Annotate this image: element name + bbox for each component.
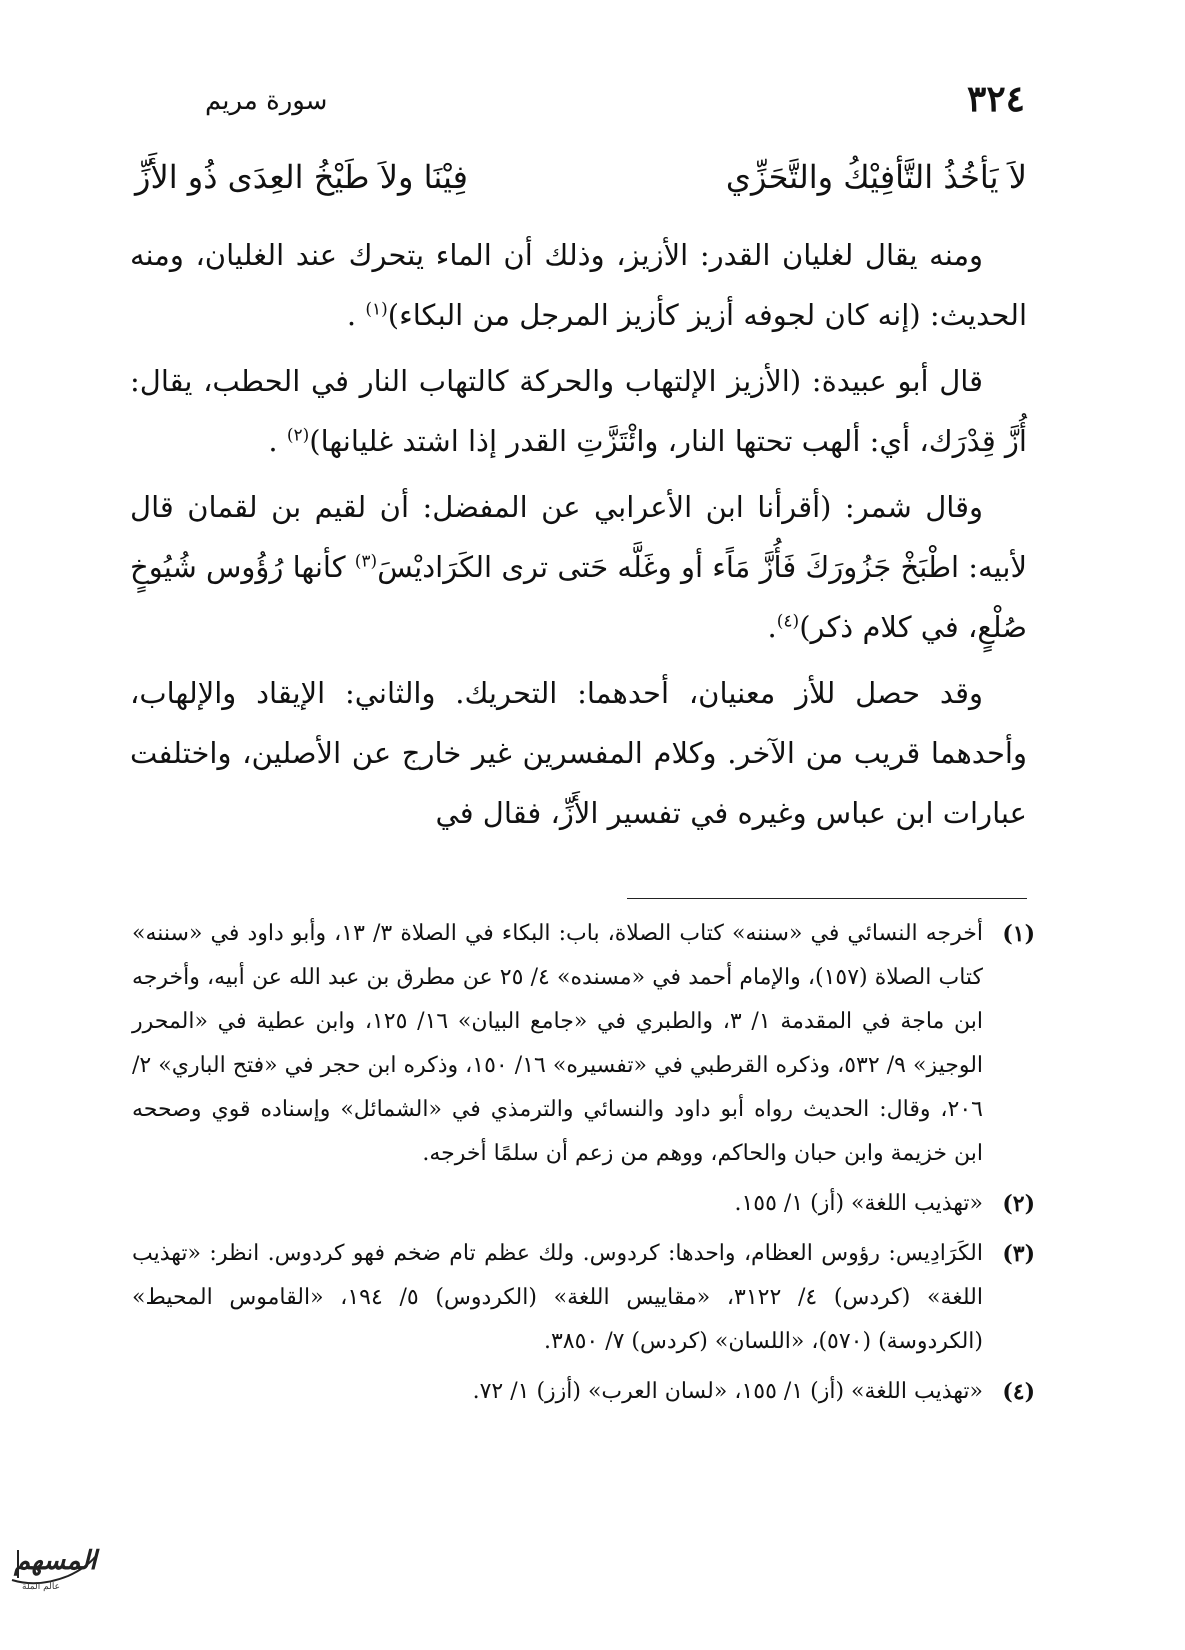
paragraph-2-end: . — [268, 424, 287, 458]
footnote-text: الكَرَادِيس: رؤوس العظام، واحدها: كردوس. ولك عظم تام ضخم فهو كردوس. انظر: «تهذيب اللغة» (كردس) ٤/ ٣١٢٢، «مقاييس اللغة» (الكردوس) ٥/ ١٩٤، «القاموس المحيط» (الكردوسة) (٥٧٠)، «اللسان» (كردس) ٧/ ٣٨٥٠. — [132, 1241, 983, 1354]
paragraph-2 — [130, 351, 1027, 471]
paragraph-4 — [130, 663, 1027, 843]
publisher-logo-icon — [8, 1536, 100, 1598]
footnote-ref-2[interactable]: (٢) — [286, 425, 310, 446]
footnote-ref-3[interactable]: (٣) — [354, 551, 378, 572]
paragraph-1-text: ومنه يقال لغليان القدر: الأزيز، وذلك أن الماء يتحرك عند الغليان، ومنه الحديث: (إنه كان لجوفه أزيز كأزيز المرجل من البكاء) — [130, 238, 1027, 332]
paragraph-3-text-b: كأنها رُؤُوس شُيُوخٍ صُلْعٍ، في كلام ذكر) — [130, 550, 1027, 644]
poetry-verse — [135, 158, 1027, 218]
footnote-number: (٤) — [1002, 1379, 1035, 1405]
footnote-number: (١) — [1002, 921, 1035, 947]
footnote-number: (٣) — [1002, 1241, 1035, 1267]
paragraph-1 — [130, 225, 1027, 345]
running-title: سورة مريم — [205, 86, 328, 116]
footnote-text: «تهذيب اللغة» (أز) ١/ ١٥٥. — [734, 1191, 983, 1216]
footnote-3 — [132, 1232, 1035, 1364]
footnote-number: (٢) — [1002, 1191, 1035, 1217]
paragraph-1-end: . — [346, 298, 366, 332]
footnote-text: أخرجه النسائي في «سننه» كتاب الصلاة، باب: البكاء في الصلاة ٣/ ١٣، وأبو داود في «سننه» كتاب الصلاة (١٥٧)، والإمام أحمد في «مسنده» ٤/ ٢٥ عن مطرق بن عبد الله عن أبيه، وأخرجه ابن ماجة في المقدمة ١/ ٣، والطبري في «جامع البيان» ١٦/ ١٢٥، وابن عطية في «المحرر الوجيز» ٩/ ٥٣٢، وذكره القرطبي في «تفسيره» ١٦/ ١٥٠، وذكره ابن حجر في «فتح الباري» ٢/ ٢٠٦، وقال: الحديث رواه أبو داود والنسائي والترمذي في «الشمائل» وإسناده قوي وصححه ابن خزيمة وابن حبان والحاكم، ووهم من زعم أن سلمًا أخرجه. — [132, 921, 984, 1166]
main-text — [130, 225, 1027, 849]
footnote-2 — [132, 1182, 1035, 1226]
logo-subtext: عالم الملة — [22, 1582, 60, 1592]
footnote-4 — [132, 1370, 1035, 1414]
footnote-separator — [627, 898, 1027, 899]
paragraph-3-text-a: وقال شمر: (أقرأنا ابن الأعرابي عن المفضل: أن لقيم بن لقمان قال لأبيه: اطْبَخْ جَزُورَكَ فَأُزَّ مَاًء أو وغَلَّه حَتى ترى الكَرَاديْسَ — [130, 490, 1027, 584]
paragraph-3 — [130, 477, 1027, 657]
logo-text: المسهم — [14, 1546, 97, 1576]
page-number: ٣٢٤ — [966, 78, 1025, 120]
footnote-text: «تهذيب اللغة» (أز) ١/ ١٥٥، «لسان العرب» (أزز) ١/ ٧٢. — [472, 1379, 983, 1404]
paragraph-2-text: قال أبو عبيدة: (الأزيز الإلتهاب والحركة كالتهاب النار في الحطب، يقال: أُزَّ قِدْرَك، أي: ألهب تحتها النار، وائْتَزَّتِ القدر إذا اشتد غليانها) — [130, 364, 1027, 458]
paragraph-3-end: . — [767, 610, 777, 644]
verse-first-hemistich: لاَ يَأخُذُ التَّأفِيْكُ والتَّحَزِّي — [725, 158, 1027, 196]
footnotes — [132, 912, 1035, 1420]
footnote-1 — [132, 912, 1035, 1176]
footnote-ref-4[interactable]: (٤) — [776, 611, 800, 632]
footnote-ref-1[interactable]: (١) — [365, 299, 388, 320]
page-header — [205, 78, 1025, 128]
verse-second-hemistich: فِيْنَا ولاَ طَيْخُ العِدَى ذُو الأَزِّ — [135, 158, 468, 196]
paragraph-4-text: وقد حصل للأز معنيان، أحدهما: التحريك. والثاني: الإيقاد والإلهاب، وأحدهما قريب من الآخر. وكلام المفسرين غير خارج عن الأصلين، واختلفت عبارات ابن عباس وغيره في تفسير الأَزِّ، فقال في — [130, 676, 1027, 830]
